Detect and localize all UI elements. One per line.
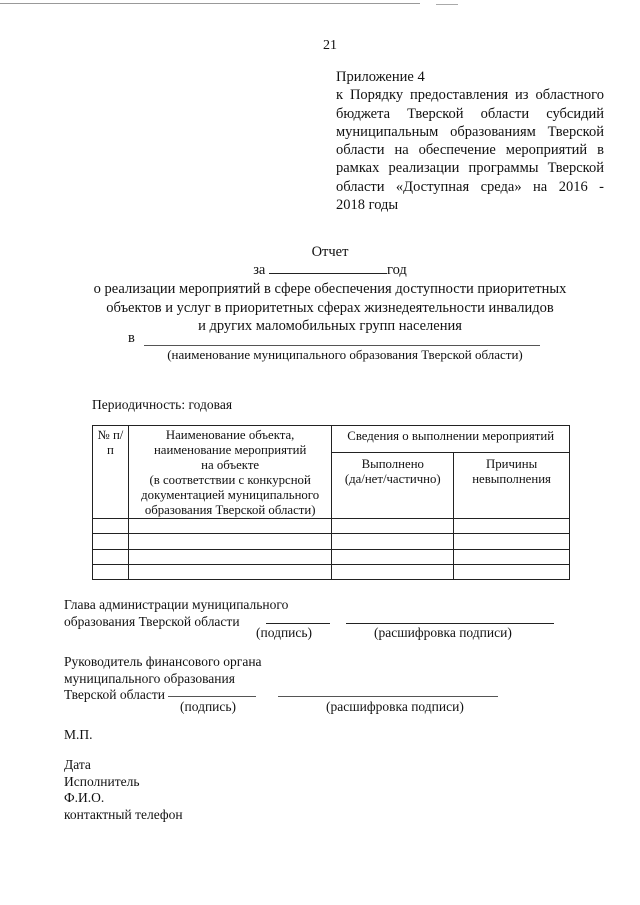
report-period — [60, 261, 600, 280]
subject-line: и других маломобильных групп населения — [198, 318, 462, 334]
table-cell[interactable] — [93, 534, 129, 550]
subject-line: о реализации мероприятий в сфере обеспечения доступности приоритетных — [93, 281, 567, 297]
header-number — [93, 426, 129, 519]
period-prefix: за — [253, 262, 266, 278]
table-cell[interactable] — [128, 534, 331, 550]
finance-decode-caption: (расшифровка подписи) — [326, 699, 464, 714]
finance-decode-blank[interactable] — [278, 696, 498, 697]
report-subject — [60, 280, 600, 336]
stamp-label: М.П. — [64, 727, 93, 742]
table-cell[interactable] — [454, 550, 570, 565]
table-cell[interactable] — [93, 519, 129, 534]
finance-line: муниципального образования — [64, 670, 235, 686]
header-object-line: образования Тверской области) — [144, 503, 316, 517]
in-prefix: в — [128, 330, 135, 346]
finance-signature-caption: (подпись) — [180, 699, 237, 714]
phone-label: контактный телефон — [64, 806, 183, 822]
table-cell[interactable] — [332, 565, 454, 580]
head-signature-caption: (подпись) — [256, 625, 313, 640]
executor-label: Исполнитель — [64, 773, 140, 789]
finance-line: Тверской области — [64, 687, 165, 702]
table-cell[interactable] — [332, 550, 454, 565]
header-info: Сведения о выполнении мероприятий — [332, 426, 570, 453]
finance-signature-blank[interactable] — [168, 696, 256, 697]
head-decode-blank[interactable] — [346, 623, 554, 624]
table-cell[interactable] — [332, 519, 454, 534]
report-title: Отчет — [311, 244, 349, 260]
finance-line: Руководитель финансового органа — [64, 654, 262, 669]
appendix-line: области на обеспечение мероприятий в — [336, 142, 604, 159]
header-object-line: наименование мероприятий — [153, 443, 307, 457]
table-row — [93, 565, 570, 580]
header-object-line: на объекте — [201, 458, 260, 472]
head-line: Глава администрации муниципального — [64, 597, 289, 612]
table-cell[interactable] — [454, 534, 570, 550]
subject-line: объектов и услуг в приоритетных сферах жизнедеятельности инвалидов — [106, 299, 554, 316]
periodicity: Периодичность: годовая — [92, 397, 233, 412]
top-border-fragment — [436, 4, 458, 5]
table-cell[interactable] — [332, 534, 454, 550]
head-decode-caption: (расшифровка подписи) — [374, 625, 512, 640]
header-reasons — [454, 453, 570, 519]
header-done-line: Выполнено — [361, 457, 424, 471]
footer-block — [64, 757, 183, 823]
table-cell[interactable] — [454, 519, 570, 534]
table-cell[interactable] — [128, 550, 331, 565]
date-label: Дата — [64, 757, 91, 772]
period-blank[interactable] — [269, 273, 387, 274]
appendix-line: муниципальным образованиям Тверской — [336, 123, 604, 140]
appendix-line: рамках реализации программы Тверской — [336, 160, 604, 177]
table-row — [93, 519, 570, 534]
municipality-blank[interactable] — [144, 345, 540, 346]
appendix-header — [336, 68, 604, 214]
header-reasons-line: невыполнения — [472, 472, 551, 486]
appendix-line: бюджета Тверской области субсидий — [336, 105, 604, 122]
header-done — [332, 453, 454, 519]
table-row — [93, 550, 570, 565]
header-done-line: (да/нет/частично) — [344, 472, 441, 486]
appendix-line: Приложение 4 — [336, 69, 425, 85]
table-cell[interactable] — [128, 565, 331, 580]
table-cell[interactable] — [454, 565, 570, 580]
header-object-line: Наименование объекта, — [165, 428, 295, 442]
report-table — [92, 425, 570, 580]
head-signature-label — [64, 597, 288, 630]
table-cell[interactable] — [93, 550, 129, 565]
header-reasons-line: Причины — [485, 457, 538, 471]
table-cell[interactable] — [93, 565, 129, 580]
appendix-line: области «Доступная среда» на 2016 - — [336, 178, 604, 195]
fio-label: Ф.И.О. — [64, 790, 105, 805]
appendix-line: к Порядку предоставления из областного — [336, 87, 604, 104]
table-row — [93, 534, 570, 550]
header-number-text: № п/п — [97, 428, 124, 457]
appendix-line: 2018 годы — [336, 197, 399, 214]
top-border-line — [0, 3, 420, 4]
municipality-caption: (наименование муниципального образования Тверской области) — [167, 347, 523, 362]
page-number: 21 — [323, 38, 337, 53]
head-line: образования Тверской области — [64, 613, 240, 629]
head-signature-blank[interactable] — [266, 623, 330, 624]
table-cell[interactable] — [128, 519, 331, 534]
period-suffix: год — [387, 262, 407, 278]
header-object-line: документацией муниципального — [141, 488, 320, 502]
header-object-line: (в соответствии с конкурсной — [149, 473, 311, 487]
header-object — [128, 426, 331, 519]
